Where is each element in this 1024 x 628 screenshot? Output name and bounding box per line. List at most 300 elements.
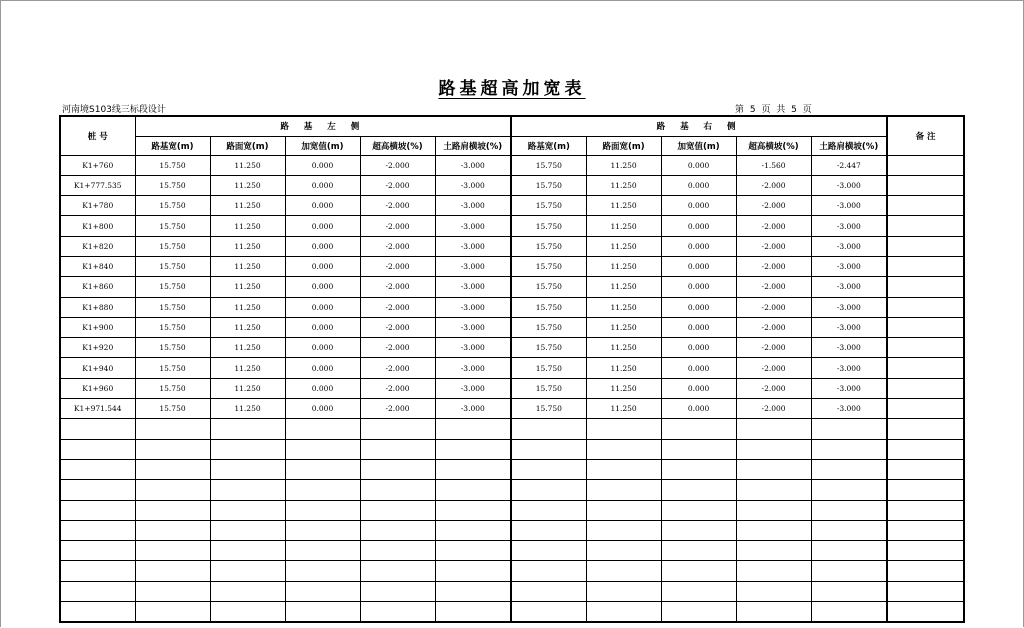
value-cell: 0.000 — [661, 338, 736, 358]
value-cell — [360, 480, 435, 500]
value-cell: -3.000 — [811, 358, 887, 378]
value-cell — [285, 561, 360, 581]
value-cell — [435, 439, 511, 459]
value-cell — [736, 459, 811, 479]
value-cell: -2.000 — [360, 399, 435, 419]
table-row — [60, 459, 964, 479]
value-cell: 11.250 — [586, 338, 661, 358]
remark-cell — [887, 378, 964, 398]
value-cell: -2.000 — [736, 175, 811, 195]
value-cell — [811, 419, 887, 439]
remark-cell — [887, 256, 964, 276]
table-title: 路基超高加宽表 — [438, 79, 586, 99]
value-cell — [360, 419, 435, 439]
value-cell: 15.750 — [511, 297, 586, 317]
value-cell — [210, 439, 285, 459]
value-cell — [811, 561, 887, 581]
value-cell: -2.000 — [360, 378, 435, 398]
value-cell — [360, 561, 435, 581]
value-cell: -2.447 — [811, 155, 887, 175]
value-cell: 0.000 — [661, 236, 736, 256]
value-cell: -2.000 — [360, 338, 435, 358]
value-cell: -3.000 — [811, 175, 887, 195]
value-cell: 0.000 — [661, 297, 736, 317]
value-cell: -2.000 — [360, 277, 435, 297]
table-row — [60, 581, 964, 601]
value-cell: 11.250 — [210, 236, 285, 256]
table-row — [60, 520, 964, 540]
value-cell — [586, 541, 661, 561]
value-cell: 11.250 — [586, 277, 661, 297]
value-cell: 0.000 — [661, 277, 736, 297]
value-cell — [736, 500, 811, 520]
value-cell: 0.000 — [661, 378, 736, 398]
value-cell: -3.000 — [435, 399, 511, 419]
value-cell: 15.750 — [511, 236, 586, 256]
value-cell — [661, 520, 736, 540]
table-row — [60, 216, 964, 236]
station-cell — [60, 480, 135, 500]
value-cell — [135, 459, 210, 479]
station-cell: K1+940 — [60, 358, 135, 378]
value-cell — [360, 581, 435, 601]
value-cell — [736, 439, 811, 459]
station-cell: K1+820 — [60, 236, 135, 256]
value-cell: 15.750 — [511, 358, 586, 378]
value-cell — [736, 581, 811, 601]
value-cell: 0.000 — [285, 358, 360, 378]
value-cell — [586, 561, 661, 581]
value-cell: 0.000 — [285, 216, 360, 236]
station-cell — [60, 561, 135, 581]
value-cell — [285, 541, 360, 561]
value-cell — [135, 520, 210, 540]
value-cell — [511, 500, 586, 520]
value-cell — [811, 541, 887, 561]
table-row — [60, 358, 964, 378]
value-cell: -3.000 — [435, 155, 511, 175]
value-cell — [435, 419, 511, 439]
value-cell: -3.000 — [811, 317, 887, 337]
remark-cell — [887, 399, 964, 419]
station-cell — [60, 419, 135, 439]
value-cell: 11.250 — [210, 155, 285, 175]
station-cell — [60, 439, 135, 459]
value-cell — [285, 520, 360, 540]
value-cell — [135, 602, 210, 622]
header-left-col: 路基宽(m) — [135, 136, 210, 155]
value-cell: 15.750 — [135, 277, 210, 297]
table-row — [60, 480, 964, 500]
value-cell — [210, 500, 285, 520]
value-cell: 15.750 — [135, 256, 210, 276]
value-cell: 11.250 — [210, 196, 285, 216]
station-cell: K1+777.535 — [60, 175, 135, 195]
value-cell: 0.000 — [661, 317, 736, 337]
value-cell: -3.000 — [435, 216, 511, 236]
value-cell — [661, 581, 736, 601]
value-cell — [661, 480, 736, 500]
remark-cell — [887, 480, 964, 500]
value-cell — [511, 520, 586, 540]
table-row — [60, 439, 964, 459]
superelevation-widening-table — [59, 115, 965, 623]
value-cell: 0.000 — [285, 196, 360, 216]
remark-cell — [887, 297, 964, 317]
value-cell: 11.250 — [586, 196, 661, 216]
table-row — [60, 419, 964, 439]
value-cell: -3.000 — [811, 196, 887, 216]
value-cell: 0.000 — [285, 277, 360, 297]
value-cell: -2.000 — [360, 196, 435, 216]
value-cell: 11.250 — [210, 317, 285, 337]
station-cell: K1+840 — [60, 256, 135, 276]
value-cell: -2.000 — [360, 236, 435, 256]
value-cell — [285, 581, 360, 601]
value-cell — [435, 500, 511, 520]
table-body — [60, 155, 964, 622]
station-cell — [60, 581, 135, 601]
value-cell — [511, 480, 586, 500]
value-cell: -2.000 — [360, 175, 435, 195]
value-cell — [210, 561, 285, 581]
value-cell: 15.750 — [511, 338, 586, 358]
station-cell: K1+880 — [60, 297, 135, 317]
value-cell: 0.000 — [285, 297, 360, 317]
value-cell — [360, 439, 435, 459]
station-cell — [60, 500, 135, 520]
value-cell — [285, 439, 360, 459]
value-cell: -2.000 — [360, 358, 435, 378]
value-cell — [360, 500, 435, 520]
value-cell: 11.250 — [210, 338, 285, 358]
value-cell — [285, 459, 360, 479]
value-cell: 15.750 — [135, 399, 210, 419]
value-cell: 0.000 — [285, 175, 360, 195]
value-cell: 11.250 — [210, 297, 285, 317]
value-cell: 15.750 — [135, 297, 210, 317]
value-cell — [511, 459, 586, 479]
remark-cell — [887, 317, 964, 337]
value-cell — [511, 581, 586, 601]
value-cell: 15.750 — [511, 399, 586, 419]
value-cell: -3.000 — [435, 196, 511, 216]
value-cell — [135, 500, 210, 520]
value-cell — [511, 541, 586, 561]
value-cell — [661, 561, 736, 581]
value-cell: -2.000 — [736, 277, 811, 297]
page-info: 第 5 页 共 5 页 — [735, 105, 812, 115]
remark-cell — [887, 561, 964, 581]
value-cell: -2.000 — [736, 256, 811, 276]
value-cell — [586, 480, 661, 500]
value-cell — [135, 480, 210, 500]
header-right-col: 超高横坡(%) — [736, 136, 811, 155]
value-cell — [511, 561, 586, 581]
table-row — [60, 277, 964, 297]
value-cell: 15.750 — [511, 155, 586, 175]
table-row — [60, 541, 964, 561]
value-cell — [661, 439, 736, 459]
station-cell — [60, 459, 135, 479]
value-cell — [811, 480, 887, 500]
value-cell: -1.560 — [736, 155, 811, 175]
value-cell: 15.750 — [135, 317, 210, 337]
value-cell — [435, 520, 511, 540]
value-cell: 15.750 — [135, 175, 210, 195]
station-cell: K1+920 — [60, 338, 135, 358]
value-cell — [661, 602, 736, 622]
value-cell: -3.000 — [435, 378, 511, 398]
table-row — [60, 317, 964, 337]
remark-cell — [887, 175, 964, 195]
header-right-col: 土路肩横坡(%) — [811, 136, 887, 155]
value-cell — [285, 480, 360, 500]
value-cell — [811, 602, 887, 622]
value-cell: 15.750 — [135, 216, 210, 236]
header-left-col: 路面宽(m) — [210, 136, 285, 155]
station-cell: K1+900 — [60, 317, 135, 337]
value-cell — [661, 500, 736, 520]
value-cell — [586, 520, 661, 540]
station-cell: K1+971.544 — [60, 399, 135, 419]
value-cell: 0.000 — [661, 216, 736, 236]
remark-cell — [887, 155, 964, 175]
value-cell: 0.000 — [661, 358, 736, 378]
value-cell: 0.000 — [285, 338, 360, 358]
value-cell: 11.250 — [586, 256, 661, 276]
value-cell: 0.000 — [285, 155, 360, 175]
value-cell: -3.000 — [435, 256, 511, 276]
value-cell — [736, 520, 811, 540]
value-cell: 15.750 — [511, 378, 586, 398]
value-cell: -2.000 — [736, 358, 811, 378]
value-cell — [811, 500, 887, 520]
value-cell — [135, 439, 210, 459]
value-cell: -3.000 — [811, 216, 887, 236]
value-cell — [135, 419, 210, 439]
header-right-group: 路 基 右 侧 — [511, 116, 887, 136]
table-row — [60, 155, 964, 175]
value-cell: -2.000 — [736, 196, 811, 216]
value-cell: 0.000 — [285, 399, 360, 419]
value-cell: -3.000 — [435, 358, 511, 378]
header-right-col: 路面宽(m) — [586, 136, 661, 155]
value-cell — [586, 602, 661, 622]
value-cell — [586, 439, 661, 459]
value-cell: -2.000 — [360, 317, 435, 337]
value-cell — [586, 581, 661, 601]
value-cell: 15.750 — [511, 277, 586, 297]
value-cell: 15.750 — [511, 216, 586, 236]
value-cell: 11.250 — [586, 216, 661, 236]
value-cell — [511, 419, 586, 439]
value-cell — [435, 581, 511, 601]
value-cell: 11.250 — [586, 317, 661, 337]
value-cell: 15.750 — [511, 175, 586, 195]
value-cell — [661, 459, 736, 479]
value-cell: 15.750 — [135, 378, 210, 398]
remark-cell — [887, 541, 964, 561]
value-cell: 11.250 — [210, 399, 285, 419]
value-cell — [210, 602, 285, 622]
table-row — [60, 338, 964, 358]
value-cell: -2.000 — [360, 155, 435, 175]
table-row — [60, 561, 964, 581]
value-cell: -3.000 — [811, 338, 887, 358]
value-cell: -3.000 — [435, 236, 511, 256]
value-cell: -3.000 — [811, 399, 887, 419]
value-cell: -3.000 — [435, 297, 511, 317]
value-cell — [586, 500, 661, 520]
header-left-col: 加宽值(m) — [285, 136, 360, 155]
value-cell — [736, 419, 811, 439]
header-left-col: 超高横坡(%) — [360, 136, 435, 155]
header-right-col: 路基宽(m) — [511, 136, 586, 155]
value-cell — [285, 500, 360, 520]
value-cell — [360, 541, 435, 561]
value-cell: 15.750 — [511, 317, 586, 337]
remark-cell — [887, 581, 964, 601]
value-cell: -3.000 — [811, 297, 887, 317]
header-left-col: 土路肩横坡(%) — [435, 136, 511, 155]
station-cell: K1+860 — [60, 277, 135, 297]
value-cell: -3.000 — [811, 256, 887, 276]
station-cell — [60, 602, 135, 622]
value-cell — [736, 480, 811, 500]
header-station: 桩 号 — [60, 116, 135, 155]
table-row — [60, 236, 964, 256]
value-cell — [811, 520, 887, 540]
table-row — [60, 256, 964, 276]
value-cell: -2.000 — [736, 399, 811, 419]
value-cell: 0.000 — [285, 317, 360, 337]
header-left-group: 路 基 左 侧 — [135, 116, 511, 136]
station-cell: K1+800 — [60, 216, 135, 236]
value-cell — [210, 541, 285, 561]
value-cell: -3.000 — [811, 236, 887, 256]
value-cell: 0.000 — [285, 236, 360, 256]
station-cell — [60, 520, 135, 540]
value-cell: 11.250 — [586, 236, 661, 256]
value-cell — [135, 581, 210, 601]
value-cell: 0.000 — [661, 399, 736, 419]
value-cell — [210, 581, 285, 601]
value-cell: 15.750 — [135, 196, 210, 216]
station-cell: K1+960 — [60, 378, 135, 398]
value-cell: 11.250 — [586, 399, 661, 419]
value-cell: 15.750 — [135, 155, 210, 175]
remark-cell — [887, 236, 964, 256]
remark-cell — [887, 500, 964, 520]
station-cell — [60, 541, 135, 561]
value-cell — [511, 439, 586, 459]
value-cell: -2.000 — [736, 216, 811, 236]
value-cell: 11.250 — [586, 155, 661, 175]
value-cell: 15.750 — [511, 196, 586, 216]
value-cell — [586, 419, 661, 439]
project-name: 河南境S103线三标段设计 — [62, 105, 166, 115]
value-cell: 11.250 — [210, 216, 285, 236]
value-cell — [135, 541, 210, 561]
remark-cell — [887, 602, 964, 622]
remark-cell — [887, 459, 964, 479]
value-cell: 11.250 — [210, 378, 285, 398]
value-cell — [736, 561, 811, 581]
value-cell: -3.000 — [435, 338, 511, 358]
value-cell — [661, 419, 736, 439]
value-cell — [360, 602, 435, 622]
value-cell: 0.000 — [661, 196, 736, 216]
value-cell: 15.750 — [511, 256, 586, 276]
value-cell: 0.000 — [661, 256, 736, 276]
station-cell: K1+760 — [60, 155, 135, 175]
value-cell — [586, 459, 661, 479]
table-row — [60, 399, 964, 419]
value-cell — [811, 459, 887, 479]
remark-cell — [887, 277, 964, 297]
value-cell: -2.000 — [736, 236, 811, 256]
value-cell — [661, 541, 736, 561]
value-cell: 15.750 — [135, 338, 210, 358]
value-cell: 15.750 — [135, 236, 210, 256]
value-cell: 0.000 — [661, 175, 736, 195]
value-cell: 15.750 — [135, 358, 210, 378]
table-row — [60, 500, 964, 520]
value-cell: 11.250 — [210, 358, 285, 378]
value-cell: -3.000 — [435, 175, 511, 195]
remark-cell — [887, 338, 964, 358]
value-cell: -2.000 — [736, 317, 811, 337]
value-cell — [210, 520, 285, 540]
value-cell — [811, 439, 887, 459]
value-cell: -2.000 — [736, 297, 811, 317]
value-cell — [511, 602, 586, 622]
value-cell: 0.000 — [661, 155, 736, 175]
value-cell: 11.250 — [210, 277, 285, 297]
value-cell: 11.250 — [586, 297, 661, 317]
table-row — [60, 175, 964, 195]
value-cell — [210, 419, 285, 439]
value-cell: -2.000 — [360, 297, 435, 317]
value-cell: 11.250 — [586, 378, 661, 398]
value-cell — [736, 602, 811, 622]
station-cell: K1+780 — [60, 196, 135, 216]
table-row — [60, 602, 964, 622]
remark-cell — [887, 419, 964, 439]
value-cell — [285, 419, 360, 439]
value-cell — [360, 520, 435, 540]
table-row — [60, 297, 964, 317]
header-right-col: 加宽值(m) — [661, 136, 736, 155]
value-cell: -2.000 — [736, 378, 811, 398]
value-cell — [210, 459, 285, 479]
remark-cell — [887, 216, 964, 236]
value-cell — [435, 561, 511, 581]
value-cell: -3.000 — [811, 277, 887, 297]
value-cell: 11.250 — [586, 358, 661, 378]
value-cell: -3.000 — [435, 317, 511, 337]
value-cell — [435, 459, 511, 479]
value-cell — [736, 541, 811, 561]
remark-cell — [887, 439, 964, 459]
table-row — [60, 378, 964, 398]
value-cell: 11.250 — [210, 175, 285, 195]
value-cell — [435, 541, 511, 561]
value-cell: -3.000 — [435, 277, 511, 297]
value-cell: -2.000 — [360, 216, 435, 236]
value-cell — [210, 480, 285, 500]
